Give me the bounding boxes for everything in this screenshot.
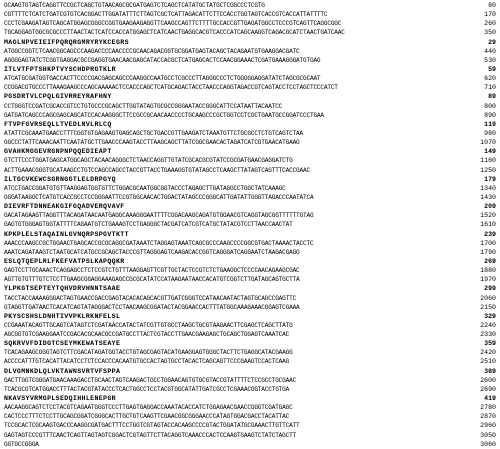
- nucleotide-sequence-line: [2, 275, 498, 284]
- position-number: 1250: [480, 166, 496, 174]
- sequence-text: TCACAGAAGCGGGTAGTCTTCGACATAGATGGTACCTGTAGCGAGTACATGAAGGAGTGGGCTACTTCTGAGGCATACGAAGG: [4, 349, 293, 357]
- sequence-text: PGSDRTVLCPQLGIVRREYRAFHNY: [4, 93, 112, 101]
- nucleotide-sequence-line: [2, 166, 498, 175]
- position-number: 800: [484, 102, 496, 110]
- position-number: 209: [484, 203, 496, 211]
- sequence-text: ACCCCATTTGTCACATTACATCCTCTCCACCCACAATGTGCCACTAGTGCCTACACTCAGCAGTTCCCGAAGTCCACTCAAG: [4, 358, 290, 366]
- sequence-text: ESLQTQEPLRLFKEFVATPSLKAPQQKR: [4, 257, 125, 265]
- position-number: 2870: [480, 413, 496, 421]
- position-number: 440: [484, 47, 496, 55]
- sequence-text: CACTCCCTTTCTCCTTGCAGCGGATCGGGCACTTGCTGTCAAGTTCGAACGGCGGGAACCCATAGTGGACGACCTACATTAC: [4, 413, 290, 421]
- sequence-text: GAGTGTGGGAGTGGTATTTTCAGAATGTCTGAAAGTCCTGAGGGCTACGATCATCGTCATGCTATACGTCCTTAACCAACTAT: [4, 221, 293, 229]
- sequence-text: CCTGGGTCCGATCGCACCGTCCTGTGCCCGCAGCTTGGTATAGTGCGCCGGGAATACCGGGCATTCCATAATTACAATCC: [4, 102, 283, 110]
- position-number: 980: [484, 129, 496, 137]
- sequence-text: CGTTTTCTCATCTGATCGTGTCACGGACTTGGATATTTCTTAGTCGCTCATTAGACATTCTTCCACCTGGTAGTCACCGTCACCATTATTTTC: [4, 11, 328, 19]
- sequence-text: FTVPFGVRSEQLLTVEDLNVLRLCQ: [4, 120, 112, 128]
- position-number: 29: [488, 38, 496, 46]
- sequence-text: KPKPLELSTAQAINLGVNQRPSPGVTKTT: [4, 230, 129, 238]
- position-number: 2960: [480, 422, 496, 430]
- sequence-text: GVAHKMGGEVRGNPNPQQEDIEAPT: [4, 148, 112, 156]
- protein-sequence-line: [2, 367, 498, 376]
- sequence-text: DIEVRFTDNNEAKGIFGQADVERQVAVF: [4, 203, 125, 211]
- nucleotide-sequence-line: [2, 129, 498, 138]
- nucleotide-sequence-line: [2, 266, 498, 275]
- nucleotide-sequence-line: [2, 303, 498, 312]
- position-number: 170: [484, 11, 496, 19]
- sequence-text: GCAAGTGTAGTCAGGTTCCGCTCAGCTGTAACAGCGCGATGAGTCTCAGCTCATATGCTATGCTCGGCCCTCGTG: [4, 2, 265, 9]
- position-number: 1430: [480, 193, 496, 201]
- sequence-text: GACTTGGTCGGGATGAACAAAGACCTGCAACTAGTCAAGACTGCCTGGAACAGTGTGCGTACCGTATTTTCTCCGCCTGCGAAC: [4, 376, 297, 384]
- sequence-text: MAGLNPVEIEIFPQRQRGMRYRYKCEGRS: [4, 38, 129, 46]
- sequence-text: TGCAGGAGTGGCGCGCCCTTAACTACTCATCCACCATGGAGCTCATCAACTGAGGCACGTCACCCATCAGCAAGGTCAGACGCATCTAACTGATCAAC: [4, 29, 345, 37]
- sequence-text: AACAAGGCAGTCTCCTACGTCAGAATGGGTCCCTTGAGTGAGGACCAAATACACCATCTGGAGAACGAACCGGGTCGATGAGC: [4, 404, 293, 412]
- nucleotide-sequence-line: [2, 321, 498, 330]
- nucleotide-sequence-line: [2, 74, 498, 83]
- position-number: 2150: [480, 303, 496, 311]
- position-number: 389: [484, 367, 496, 375]
- protein-sequence-line: [2, 38, 498, 47]
- position-number: 359: [484, 340, 496, 348]
- nucleotide-sequence-line: [2, 440, 498, 449]
- position-number: 2780: [480, 404, 496, 412]
- sequence-text: GTAGGTTGATAACTCACATCAGTATAGGGACTCCTAACAAGCGGATACTACGGAACCACTTTATGGCAAAGAAACGGAGTCGAAA: [4, 303, 300, 311]
- nucleotide-sequence-line: [2, 330, 498, 339]
- position-number: 1520: [480, 212, 496, 220]
- position-number: 419: [484, 395, 496, 403]
- position-number: 350: [484, 29, 496, 37]
- sequence-text: ATATTCGCAAATGAACCTTTCGGTGTGAGAAGTGAGCAGCTGCTGACCGTTGAAGATCTAAATGTTCTGCGCCTCTGTCAGTCTAA: [4, 129, 304, 137]
- protein-sequence-line: [2, 284, 498, 293]
- nucleotide-sequence-line: [2, 184, 498, 193]
- nucleotide-sequence-line: [2, 83, 498, 92]
- protein-sequence-line: [2, 202, 498, 211]
- sequence-text: TCACGCGTCATGGACCTTTACTACGTATACCCTCACTGGCCTCCTACGTGGCATATTGATCGCCTCGAAACGGTACCTGTGA: [4, 385, 290, 393]
- sequence-text: PKYSCSHSLDNHTIVVPKLRKNFELSL: [4, 312, 121, 320]
- protein-sequence-line: [2, 175, 498, 184]
- protein-sequence-line: [2, 339, 498, 348]
- position-number: 119: [484, 120, 496, 128]
- nucleotide-sequence-line: [2, 239, 498, 248]
- sequence-text: GAGTAGTCCCGTTTCAACTCAGTTAGTAGTCGGACTCGTAGTTCTTACAGGTCAAACCCACTCCAAGTGAAGTCTATCTAGCTT: [4, 431, 297, 439]
- nucleotide-sequence-line: [2, 412, 498, 421]
- nucleotide-sequence-line: [2, 403, 498, 412]
- protein-sequence-line: [2, 147, 498, 156]
- sequence-text: ILTGCVKEWCSGRNGGTLELDRPGYQ: [4, 175, 116, 183]
- position-number: 2240: [480, 321, 496, 329]
- nucleotide-sequence-line: [2, 156, 498, 165]
- protein-sequence-line: [2, 394, 498, 403]
- position-number: 89: [488, 93, 496, 101]
- position-number: 2060: [480, 294, 496, 302]
- position-number: 149: [484, 148, 496, 156]
- position-number: 2600: [480, 376, 496, 384]
- sequence-text: GAGTCCTTGCAAACTCAGGAGCCTCTCCGTCTGTTTAAGGAGTTCGTTGCTACTCCGTCTCTGAAGGCTCCCCAACAGAAGCGAC: [4, 267, 300, 275]
- sequence-text: YLPKGTSEPTEYTQHVDRVHNNTSAAE: [4, 285, 121, 293]
- sequence-text: GATGATCAGCCCAGCGAGCAGCATCCACAAGGGCTTCCGCCGCAACAACCCCTGCAAGCCCGCTGGTCCTCGCTGAATGCCGGATCCCTGAA: [4, 111, 324, 119]
- sequence-text: SQKRVVFDIDGTCSEYMKEWATSEAYE: [4, 340, 121, 348]
- nucleotide-sequence-line: [2, 102, 498, 111]
- sequence-text: GGGATAAGGCTCATGTCACCGCCTCCGGGAATTCCGTGGCAACACTGGACTATAGCCCGGGCATTGATATTGGGTTAGACCCAATATCA: [4, 193, 314, 201]
- nucleotide-sequence-line: [2, 47, 498, 56]
- sequence-text: AGTTGTGTTTGTCTCCTTGAAGCGGAGGAAAGAGCCGCGCATATCCATAAGAATAACCACATGTCGGTCTTGATAGCAGTGCTTA: [4, 276, 300, 284]
- position-number: 179: [484, 175, 496, 183]
- nucleotide-sequence-line: [2, 376, 498, 385]
- protein-sequence-line: [2, 65, 498, 74]
- position-number: 1700: [480, 239, 496, 247]
- nucleotide-sequence-line: [2, 348, 498, 357]
- nucleotide-sequence-line: [2, 56, 498, 65]
- position-number: 59: [488, 65, 496, 73]
- sequence-text: ATCATGCGATGGTGACCACTTCCCCGACGAGCAGCCCAAGGCCAATGCCTCGCCCTTAGGGCCCTCTGGGGGAGGATATCTAGCGCGCAAT: [4, 75, 321, 83]
- sequence-text: AGCGGTGTCGAAGGAATCCGACACGCAACGCCGATGCCTTACTCGTACCTTGAACGAAGAGCTGCAGCTGGAGTCAAATCAC: [4, 331, 290, 339]
- sequence-text: GGTGCCGGGA: [4, 440, 39, 448]
- position-number: 260: [484, 20, 496, 28]
- position-number: 1880: [480, 267, 496, 275]
- nucleotide-sequence-line: [2, 19, 498, 28]
- sequence-text: ATCCTGACCGGATGTGTTAAGGAGTGGTGTTCTGGACGCAATGGCGGTACCCTAGAGCTTGATAGGCCTGGCTATCAAAGC: [4, 184, 286, 192]
- position-number: 3060: [480, 440, 496, 448]
- nucleotide-sequence-line: [2, 385, 498, 394]
- position-number: 1790: [480, 248, 496, 256]
- position-number: 1610: [480, 221, 496, 229]
- nucleotide-sequence-line: [2, 431, 498, 440]
- position-number: 239: [484, 230, 496, 238]
- position-number: 1160: [480, 157, 496, 165]
- sequence-text: CCGGACGTGCCCTTAAAGAAGCCCAGCAAAAACTCCACCCAGCTCATGCAGACTACCTAACCCAGGTAGACCGTCAGTACCTCCTAGCTCCCATCT: [4, 84, 338, 92]
- position-number: 80: [488, 2, 496, 9]
- protein-sequence-line: [2, 312, 498, 321]
- nucleotide-sequence-line: [2, 248, 498, 257]
- position-number: 1970: [480, 276, 496, 284]
- sequence-text: AAATCAGATAAGTCTAATGCATCATGCCGCAGCTACCCGTTAGGGAGTCAAGACACCGGTCAGGGATCAGGAATCTAAGACGAGG: [4, 248, 300, 256]
- sequence-text: ATGGCCGGTCTCAACGGCAGCCCAAGACCCCAACCCCGCAACAGACGGTGCGGATGAGTACAGCTACAGAATGTGAAGGACGATC: [4, 47, 300, 55]
- position-number: 2420: [480, 349, 496, 357]
- position-number: 1070: [480, 139, 496, 147]
- position-number: 3050: [480, 431, 496, 439]
- sequence-text: TACCTACCAAAAGGGACTAGTGAACCGACCGAGTACACACAGCACGTTGATCGGGTCCATAACAATACTAGTGCAGCCGAGTTC: [4, 294, 297, 302]
- sequence-text: DLVGMNKDLQLVKTAWNSVRTVFSPPA: [4, 367, 121, 375]
- nucleotide-sequence-line: [2, 421, 498, 430]
- sequence-text: ACTTGAAACGGGTGCATAAGCCTGTCCAGCCAGCCTACCGTTACCTGAAAGGTGTATAGCCTCAAGCTTATAGTCAGTTTCACCGAAC: [4, 166, 310, 174]
- nucleotide-sequence-line: [2, 220, 498, 229]
- position-number: 620: [484, 75, 496, 83]
- nucleotide-sequence-line: [2, 111, 498, 120]
- protein-sequence-line: [2, 120, 498, 129]
- sequence-text: GGCCCTATTCAAACAATTCAATATGCTTGAACCCAAGTACCTTAAGCAGCTTATCGGCGAACACTAGATCATCGTGAACATGAAG: [4, 139, 300, 147]
- nucleotide-sequence-line: [2, 357, 498, 366]
- position-number: 1340: [480, 184, 496, 192]
- protein-sequence-line: [2, 257, 498, 266]
- nucleotide-sequence-line: [2, 1, 498, 10]
- nucleotide-sequence-line: [2, 10, 498, 19]
- protein-sequence-line: [2, 92, 498, 101]
- sequence-text: ITLVTFPTSHKPTVYSCHDPRGTKLR: [4, 65, 116, 73]
- position-number: 710: [484, 84, 496, 92]
- position-number: 890: [484, 111, 496, 119]
- sequence-text: NKAVSYVRMGPLSEDQIHHLENEPGR: [4, 395, 116, 403]
- sequence-text: GTCTTCCCTGGATGAGCATGGCAGCTACAACAGGGCTCTAACCAGGTTGTATCGCACGCGTATCCGCGATGAACGAGGATCTG: [4, 157, 293, 165]
- position-number: 329: [484, 312, 496, 320]
- nucleotide-sequence-line: [2, 193, 498, 202]
- nucleotide-sequence-line: [2, 28, 498, 37]
- sequence-text: GACATAGAAGTTAGGTTTACAGATAACAATGAGGCAAAGGGAATTTTCGGACAAGCAGATGTGGAACGTCAGGTAGCGGTTTTTTGTAG: [4, 212, 314, 220]
- position-number: 299: [484, 285, 496, 293]
- nucleotide-sequence-line: [2, 294, 498, 303]
- nucleotide-sequence-line: [2, 211, 498, 220]
- sequence-text: CCGAAATACAGTTGCAGTCATAGTCTCGATAACCATACTATCGTTGTGCCTAAGCTGCGTAAGAACTTCGAGCTCAGCTTATG: [4, 321, 293, 329]
- nucleotide-sequence-line: [2, 138, 498, 147]
- position-number: 269: [484, 257, 496, 265]
- position-number: 2510: [480, 358, 496, 366]
- position-number: 530: [484, 56, 496, 64]
- sequence-text: TCCGCACTCGCAAGTGACCCAAGGCGATGACTTTCCTGGTCGTAGTACCACAAGCCCCGTACTGGATATGCGAAACTTGTTCATT: [4, 422, 300, 430]
- sequence-listing: [2, 1, 498, 448]
- sequence-text: CCCTCGAAGATAGTCAGCATGGAGCGGGCCGGTGAAGAAGAGGTTCAAGCCAGTTCTTTTGCCACCGTTGAGATGGCCTCCCGTCAGTTCAGGCGGC: [4, 20, 342, 28]
- sequence-text: AAACCCAAGCCGCTGGAACTGAGCACCGCGCAGGCGATAAATCTAGGAGTAAATCAGCGCCCAAGCCCCGGCGTGACTAAAACTACCTC: [4, 239, 314, 247]
- protein-sequence-line: [2, 230, 498, 239]
- position-number: 2690: [480, 385, 496, 393]
- sequence-text: AGGGGAGTATCTCGGTGAGGACGCCGAGGTGAACAACGAGCATACCACGCTCATGAGCACTCCAACGGAAACTCGATGAAAGGGATGTGAG: [4, 56, 321, 64]
- position-number: 2330: [480, 331, 496, 339]
